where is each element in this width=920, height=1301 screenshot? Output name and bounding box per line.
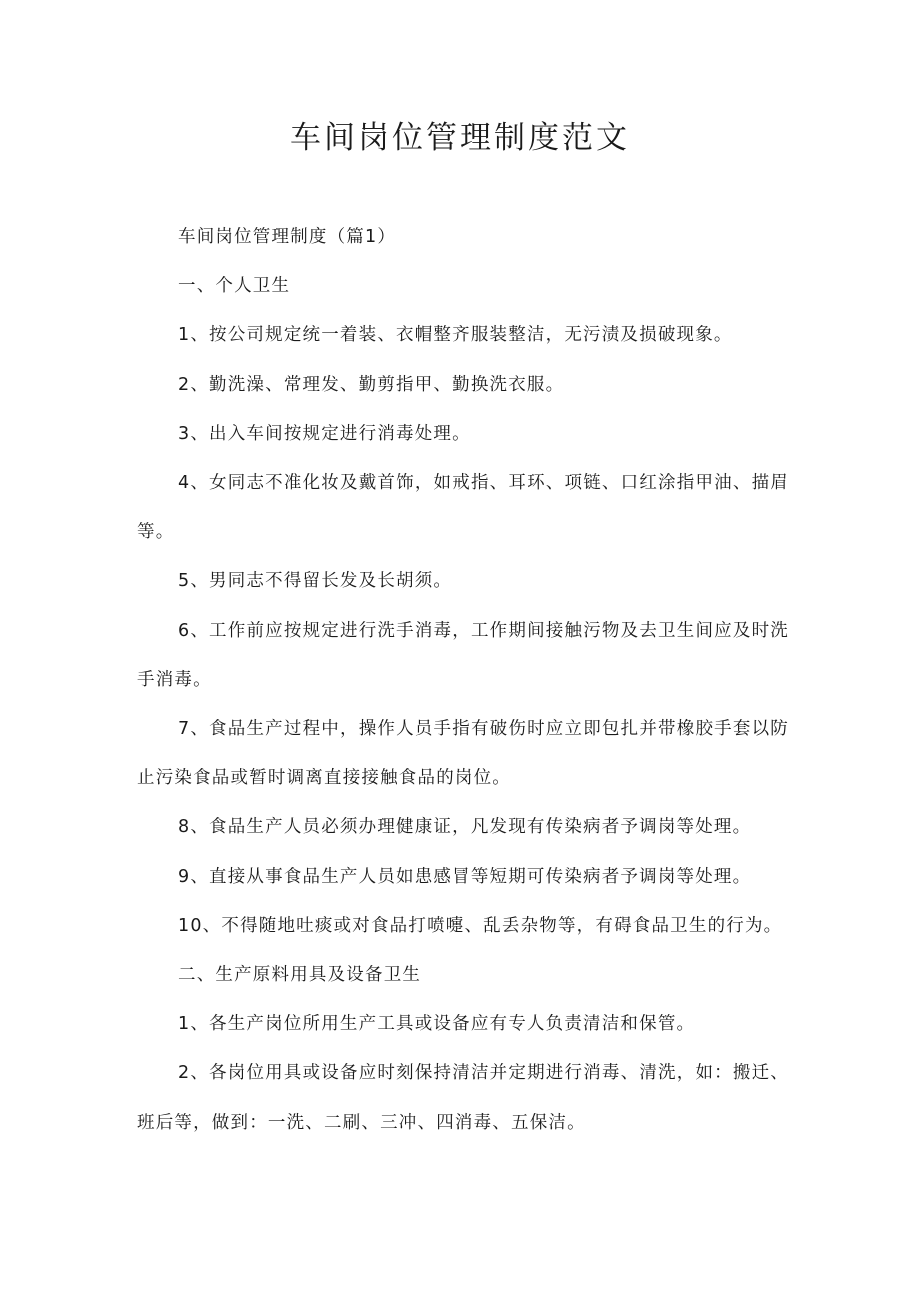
list-item: 10、不得随地吐痰或对食品打喷嚏、乱丢杂物等，有碍食品卫生的行为。: [178, 915, 783, 936]
list-item: 3、出入车间按规定进行消毒处理。: [178, 423, 471, 444]
list-item: 2、各岗位用具或设备应时刻保持清洁并定期进行消毒、清洗，如：搬迁、班后等，做到：一洗、二刷、三冲、四消毒、五保洁。: [137, 1063, 789, 1133]
list-item: 1、按公司规定统一着装、衣帽整齐服装整洁，无污渍及损破现象。: [178, 325, 733, 346]
section-heading: 二、生产原料用具及设备卫生: [178, 965, 422, 986]
list-item: 1、各生产岗位所用生产工具或设备应有专人负责清洁和保管。: [178, 1014, 696, 1035]
document-title: 车间岗位管理制度范文: [290, 120, 630, 156]
section-heading: 一、个人卫生: [178, 276, 291, 297]
document-body: [137, 213, 789, 1148]
list-item: 2、勤洗澡、常理发、勤剪指甲、勤换洗衣服。: [178, 374, 565, 395]
list-item: 7、食品生产过程中，操作人员手指有破伤时应立即包扎并带橡胶手套以防止污染食品或暂时调离直接接触食品的岗位。: [137, 719, 789, 789]
list-item: 5、男同志不得留长发及长胡须。: [178, 571, 453, 592]
section-heading: 车间岗位管理制度（篇1）: [178, 227, 397, 247]
list-item: 9、直接从事食品生产人员如患感冒等短期可传染病者予调岗等处理。: [178, 866, 752, 887]
list-item: 4、女同志不准化妆及戴首饰，如戒指、耳环、项链、口红涂指甲油、描眉等。: [137, 473, 789, 543]
list-item: 6、工作前应按规定进行洗手消毒，工作期间接触污物及去卫生间应及时洗手消毒。: [137, 620, 789, 690]
list-item: 8、食品生产人员必须办理健康证，凡发现有传染病者予调岗等处理。: [178, 817, 752, 838]
